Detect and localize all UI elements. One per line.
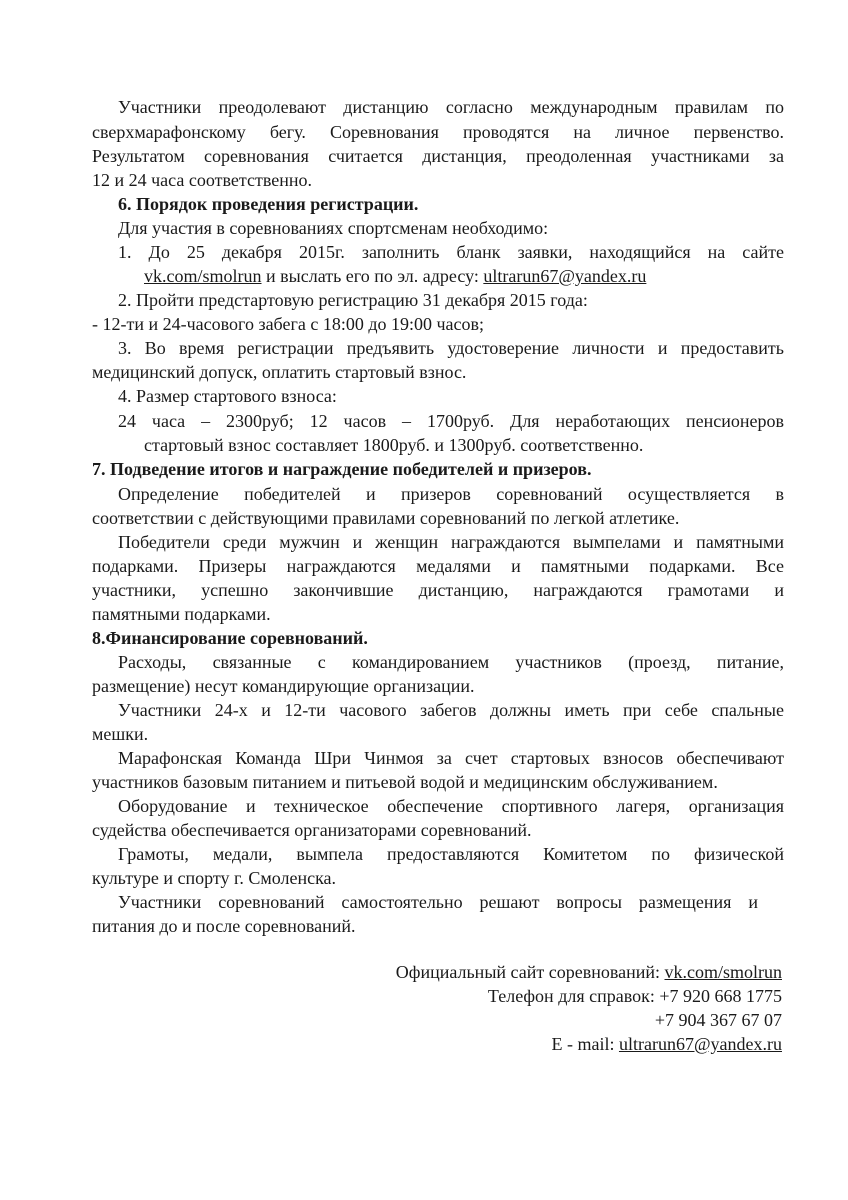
contacts-site-link[interactable]: vk.com/smolrun (664, 962, 782, 982)
section-6-item-4: 4. Размер стартового взноса: (118, 386, 337, 406)
section-8-p2-line-2: мешки. (92, 724, 149, 744)
section-8-p5-line-1: Грамоты, медали, вымпела предоставляются Комитетом по физической (118, 844, 784, 864)
section-6-item-2: 2. Пройти предстартовую регистрацию 31 декабря 2015 года: (118, 290, 588, 310)
contacts-phone-2: +7 904 367 67 07 (654, 1010, 782, 1030)
contacts-email-label: E - mail: (551, 1034, 619, 1054)
intro-line-1: Участники преодолевают дистанцию согласно международным правилам по (118, 97, 784, 117)
section-6-item-1-text: и выслать его по эл. адресу: (261, 266, 484, 286)
email-link[interactable]: ultrarun67@yandex.ru (483, 266, 647, 286)
section-7-p2-line-3: участники, успешно закончившие дистанцию, награждаются грамотами и (92, 580, 784, 600)
section-6-heading: 6. Порядок проведения регистрации. (118, 194, 419, 214)
section-8-p6-line-1: Участники соревнований самостоятельно решают вопросы размещения и (118, 892, 758, 912)
section-6-item-2-sub: - 12-ти и 24-часового забега с 18:00 до 19:00 часов; (92, 314, 485, 334)
section-6-item-1-line-1: 1. До 25 декабря 2015г. заполнить бланк заявки, находящийся на сайте (118, 242, 784, 262)
section-8-p5-line-2: культуре и спорту г. Смоленска. (92, 868, 337, 888)
contacts-site (300, 961, 782, 983)
section-8-p3-line-2: участников базовым питанием и питьевой водой и медицинским обслуживанием. (92, 772, 718, 792)
intro-line-2: сверхмарафонскому бегу. Соревнования проводятся на личное первенство. (92, 122, 784, 142)
section-7-p2-line-1: Победители среди мужчин и женщин награждаются вымпелами и памятными (118, 532, 784, 552)
section-8-p4-line-1: Оборудование и техническое обеспечение спортивного лагеря, организация (118, 796, 784, 816)
section-7-p2-line-2: подарками. Призеры награждаются медалями и памятными подарками. Все (92, 556, 784, 576)
section-6-lead: Для участия в соревнованиях спортсменам необходимо: (118, 218, 549, 238)
section-7-p1-line-2: соответствии с действующими правилами соревнований по легкой атлетике. (92, 508, 680, 528)
contacts-email-link[interactable]: ultrarun67@yandex.ru (618, 1034, 782, 1054)
intro-line-4: 12 и 24 часа соответственно. (92, 170, 312, 190)
intro-line-3: Результатом соревнования считается дистанция, преодоленная участниками за (92, 146, 784, 166)
contacts-site-label: Официальный сайт соревнований: (395, 962, 665, 982)
section-8-p1-line-2: размещение) несут командирующие организации. (92, 676, 475, 696)
section-6-item-3-line-2: медицинский допуск, оплатить стартовый взнос. (92, 362, 467, 382)
section-8-p6-line-2: питания до и после соревнований. (92, 916, 356, 936)
section-6-item-3-line-1: 3. Во время регистрации предъявить удостоверение личности и предоставить (118, 338, 784, 358)
section-6-item-1-line-2 (144, 265, 646, 287)
section-8-p2-line-1: Участники 24-х и 12-ти часового забегов должны иметь при себе спальные (118, 700, 784, 720)
section-8-p1-line-1: Расходы, связанные с командированием участников (проезд, питание, (118, 652, 784, 672)
section-7-heading: 7. Подведение итогов и награждение победителей и призеров. (92, 459, 592, 479)
contacts-email (300, 1033, 782, 1055)
section-7-p1-line-1: Определение победителей и призеров соревнований осуществляется в (118, 484, 784, 504)
section-8-p3-line-1: Марафонская Команда Шри Чинмоя за счет стартовых взносов обеспечивают (118, 748, 784, 768)
section-8-heading: 8.Финансирование соревнований. (92, 628, 368, 648)
contacts-phone-1: Телефон для справок: +7 920 668 1775 (487, 986, 782, 1006)
section-8-p4-line-2: судейства обеспечивается организаторами соревнований. (92, 820, 532, 840)
section-6-fee-line-2: стартовый взнос составляет 1800руб. и 1300руб. соответственно. (144, 435, 644, 455)
section-6-fee-line-1: 24 часа – 2300руб; 12 часов – 1700руб. Для неработающих пенсионеров (118, 411, 784, 431)
section-7-p2-line-4: памятными подарками. (92, 604, 271, 624)
vk-link[interactable]: vk.com/smolrun (144, 266, 262, 286)
